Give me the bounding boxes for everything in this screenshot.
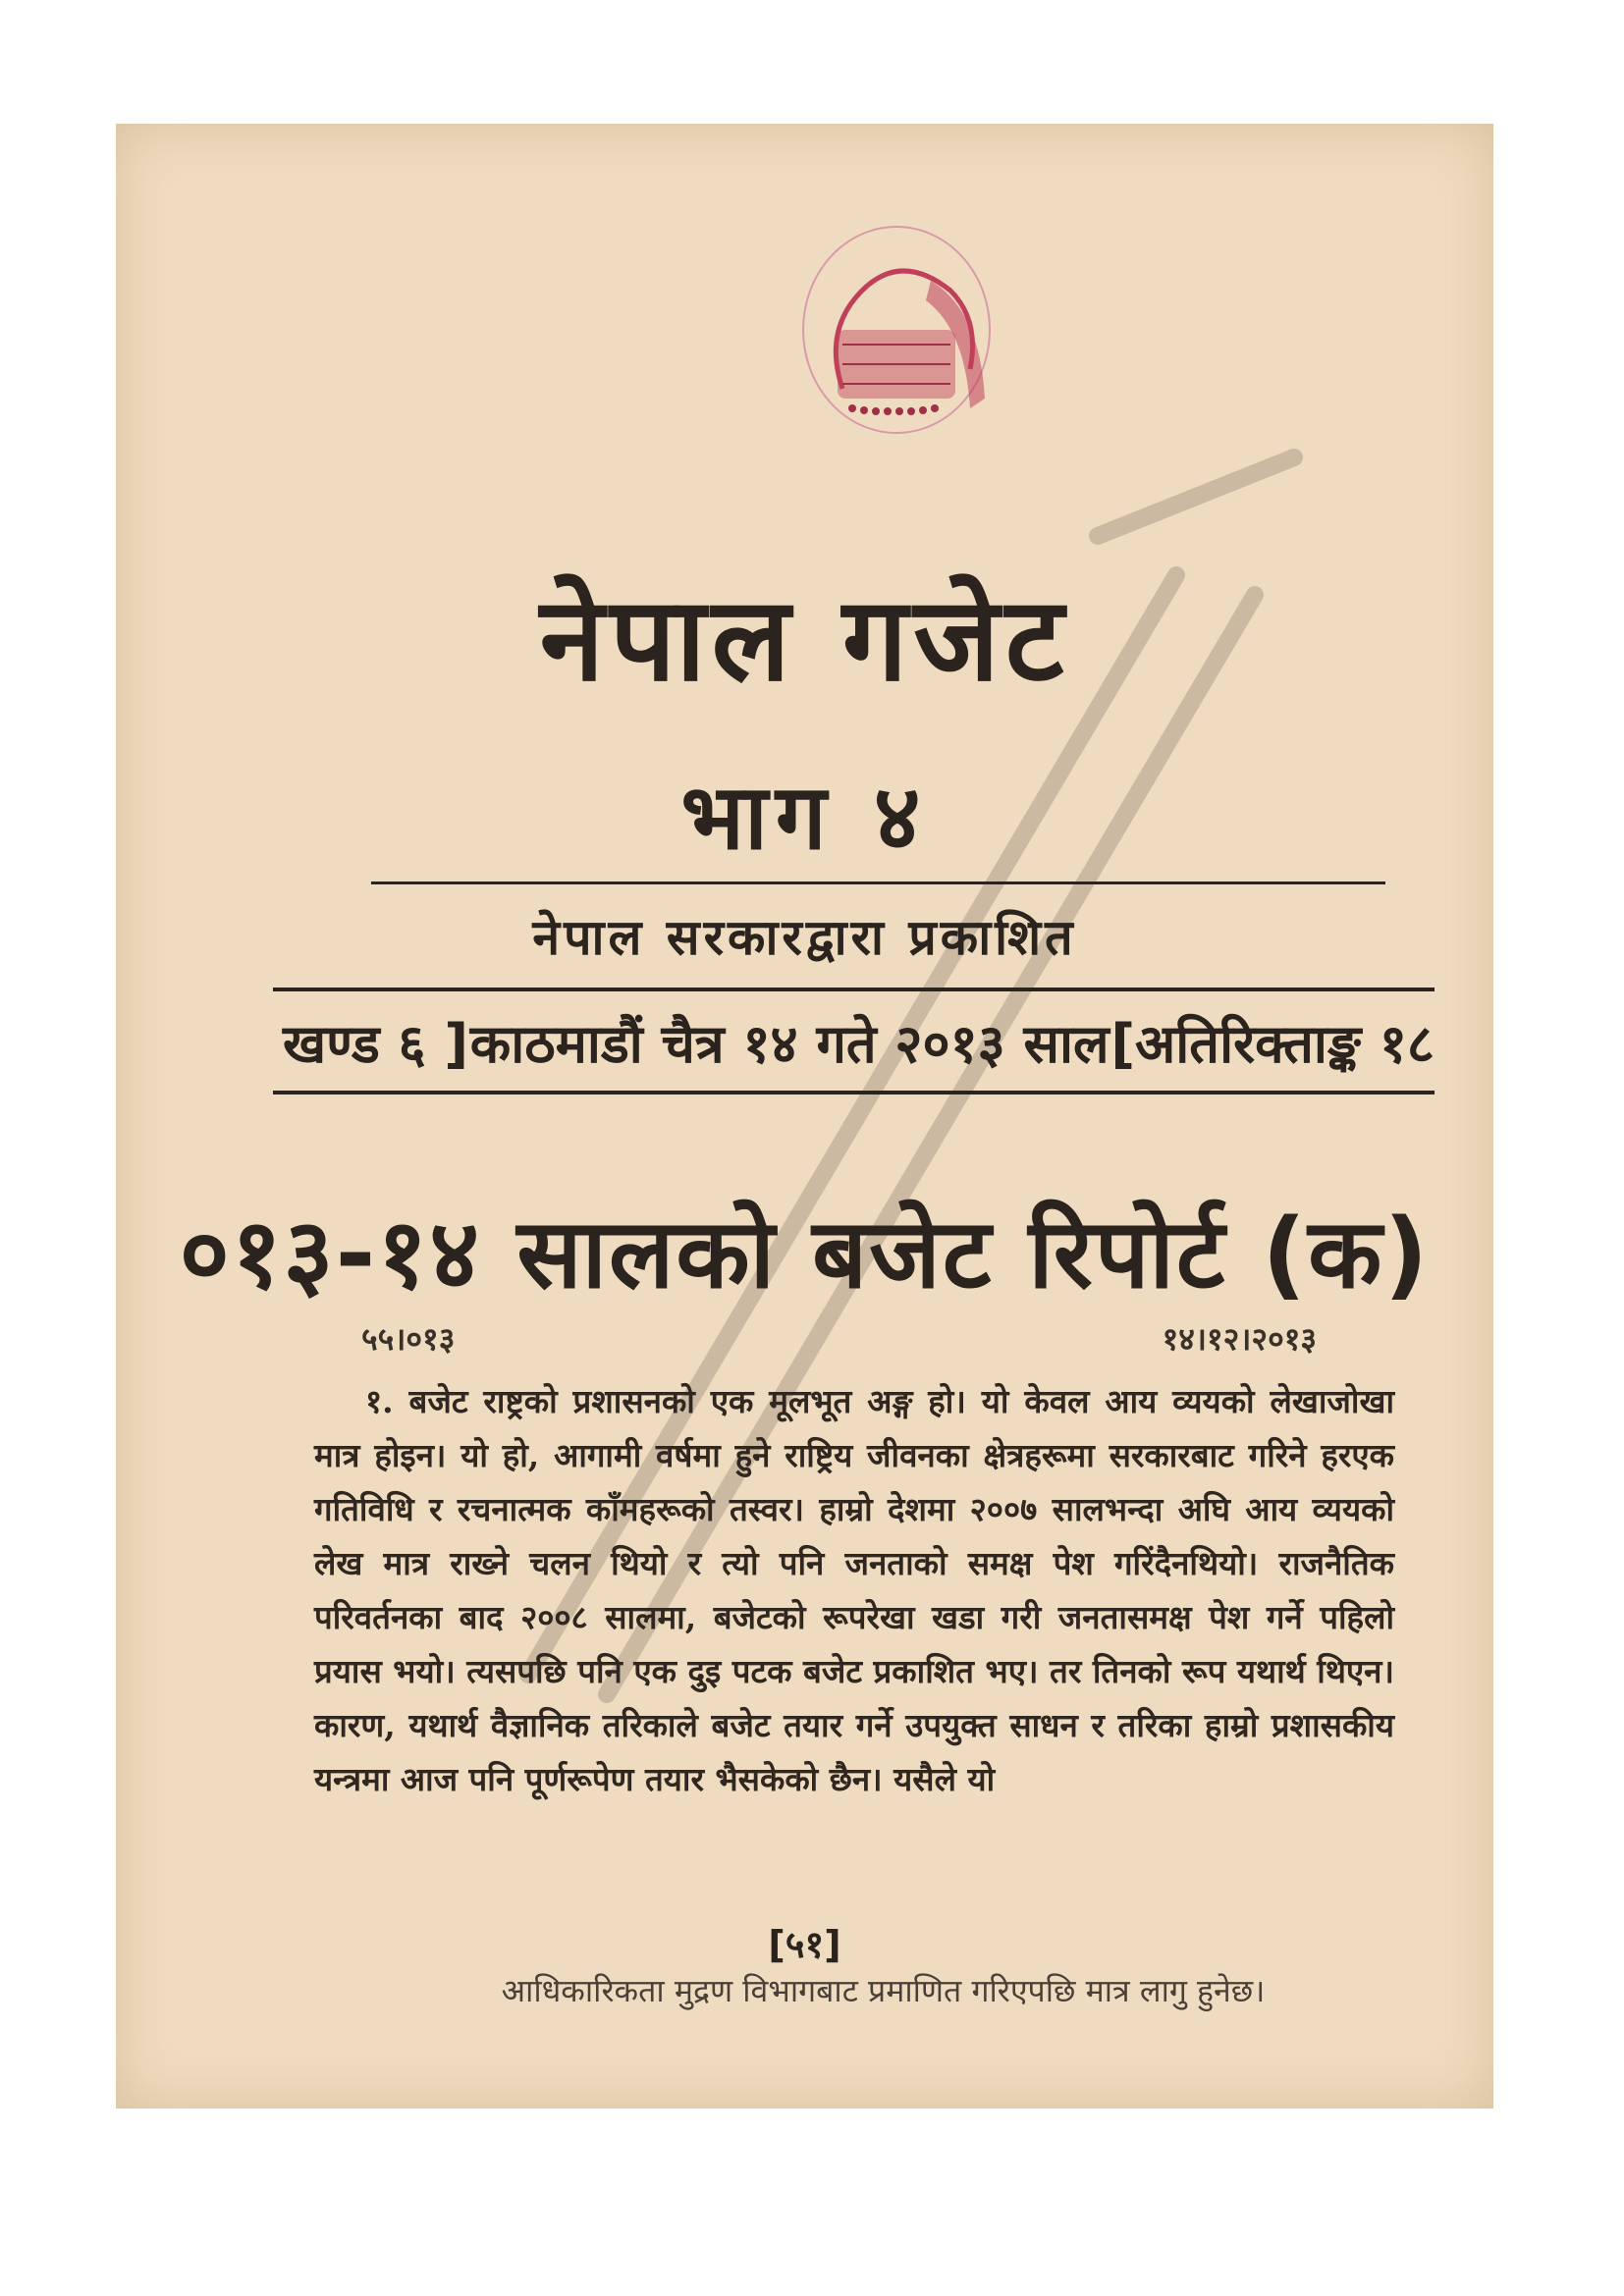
gazette-page [116,124,1493,2109]
divider-rule [273,988,1435,991]
reference-date: १४।१२।२०१३ [1162,1320,1317,1358]
national-emblem-seal [784,222,1009,477]
body-paragraph [314,1374,1394,1806]
gazette-masthead: नेपाल गजेट [539,571,1070,707]
place-date: काठमाडौं चैत्र १४ गते २०१३ साल [469,1013,1110,1075]
publisher-line: नेपाल सरकारद्वारा प्रकाशित [532,909,1077,966]
divider-rule [273,1091,1435,1095]
reference-number: ५५।०१३ [361,1320,456,1358]
reference-row [361,1317,1317,1360]
paragraph-text: १. बजेट राष्ट्रको प्रशासनको एक मूलभूत अङ्ग हो। यो केवल आय व्ययको लेखाजोखा मात्र होइन। यो हो, आगामी वर्षमा हुने राष्ट्रिय जीवनका क्षेत्रहरूमा सरकारबाट गरिने हरएक गतिविधि र रचनात्मक काँमहरूको तस्वर। हाम्रो देशमा २००७ सालभन्दा अघि आय व्ययको लेख मात्र राख्ने चलन थियो र त्यो पनि जनताको समक्ष पेश गरिंदैनथियो। राजनैतिक परिवर्तनका बाद २००८ सालमा, बजेटको रूपरेखा खडा गरी जनतासमक्ष पेश गर्ने पहिलो प्रयास भयो। त्यसपछि पनि एक दुइ पटक बजेट प्रकाशित भए। तर तिनको रूप यथार्थ थिएन। कारण, यथार्थ वैज्ञानिक तरिकाले बजेट तयार गर्ने उपयुक्त साधन र तरिका हाम्रो प्रशासकीय यन्त्रमा आज पनि पूर्णरूपेण तयार भैसकेको छैन। यसैले यो [314,1382,1394,1798]
page-number: [५१] [768,1923,841,1966]
issue-line [283,1005,1435,1078]
volume-label: खण्ड ६ ] [283,1013,469,1075]
extra-issue-number: [अतिरिक्ताङ्क १८ [1110,1013,1435,1075]
report-title: ०१३-१४ सालको बजेट रिपोर्ट (क) [179,1199,1431,1310]
divider-rule [371,881,1385,884]
footer-note: आधिकारिकता मुद्रण विभागबाट प्रमाणित गरिएपछि मात्र लागु हुनेछ। [501,1972,1266,2009]
gazette-part-number: भाग ४ [680,765,929,870]
